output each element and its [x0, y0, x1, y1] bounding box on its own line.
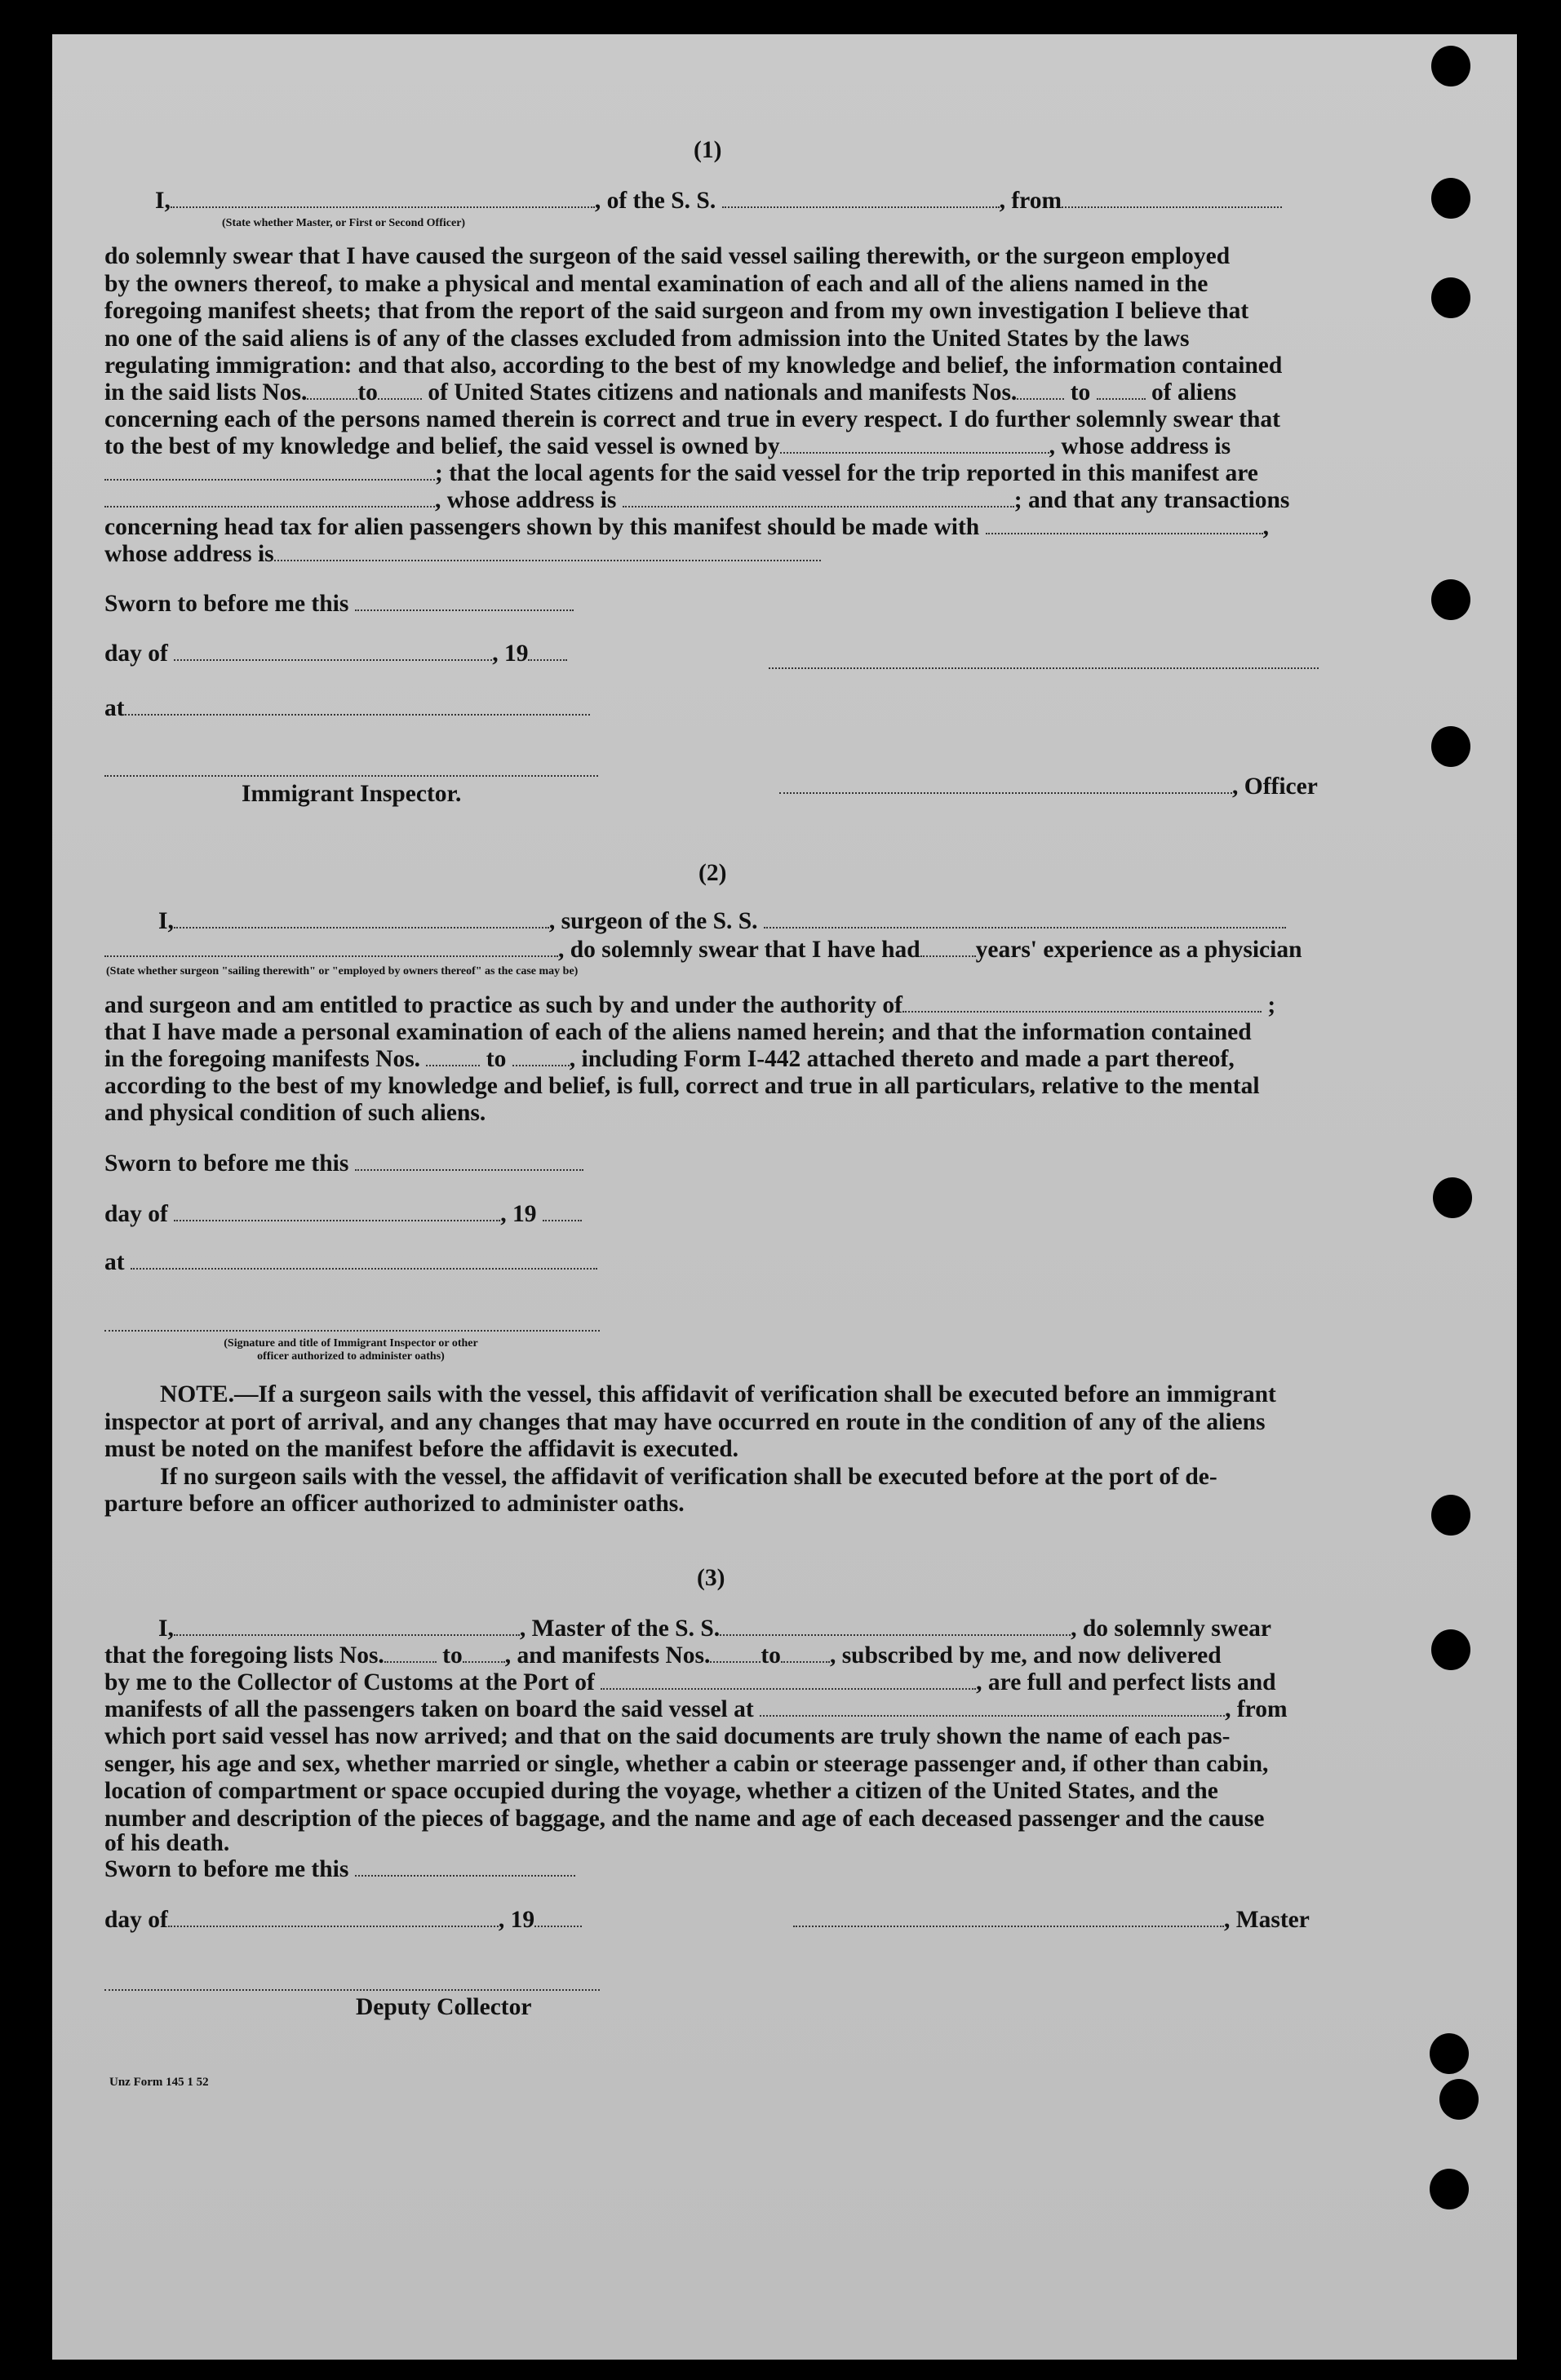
sworn-date-field[interactable]: [355, 592, 574, 611]
s3-manifests-to-field[interactable]: [781, 1643, 830, 1663]
s2-at: [104, 1249, 597, 1276]
s3-sworn: [104, 1856, 575, 1883]
surgeon-name-field[interactable]: [174, 909, 549, 929]
punch-hole: [1431, 178, 1470, 219]
swear-label: , do solemnly swear: [1071, 1615, 1271, 1642]
punch-hole: [1431, 46, 1470, 86]
s3-dayof: [104, 1907, 582, 1934]
s3-deputy-label: Deputy Collector: [356, 1994, 532, 2020]
s1-line-agents: [104, 460, 1319, 487]
master-name-field[interactable]: [171, 188, 595, 208]
s3-text-line: of his death.: [104, 1830, 230, 1856]
s3-text-line: senger, his age and sex, whether married or single, whether a cabin or steerage passenger and, if other than cabin,: [104, 1750, 1269, 1777]
s3-text-line: location of compartment or space occupied during the voyage, whether a citizen of the United States, and the: [104, 1778, 1218, 1804]
s3-text-line: which port said vessel has now arrived; and that on the said documents are truly shown the name of each pas-: [104, 1723, 1231, 1749]
note-line: NOTE.—If a surgeon sails with the vessel, this affidavit of verification shall be executed before an immigrant: [160, 1381, 1276, 1407]
s3-manifests-from-field[interactable]: [710, 1643, 761, 1663]
authority-label: and surgeon and am entitled to practice as such by and under the authority of: [104, 992, 902, 1018]
punch-hole: [1431, 277, 1470, 318]
s2-vessel-field[interactable]: [764, 909, 1286, 929]
year-field[interactable]: [528, 641, 567, 661]
s2-line-manifests: [104, 1046, 1319, 1073]
physician-label: years' experience as a physician: [975, 937, 1302, 963]
s3-line-2: [104, 1642, 1319, 1669]
s1-inspector-signature-line[interactable]: [104, 775, 598, 777]
s2-line-7: and physical condition of such aliens.: [104, 1100, 486, 1126]
from-port-field[interactable]: [1062, 188, 1282, 208]
s1-text-line: foregoing manifest sheets; that from the report of the said surgeon and from my own investigation I believe that: [104, 298, 1249, 324]
from-label: , from: [1225, 1696, 1288, 1722]
s1-ofss-label: , of the S. S.: [594, 188, 716, 214]
s2-manifests-from-field[interactable]: [426, 1047, 480, 1066]
agent-address-field[interactable]: [623, 488, 1014, 507]
s3-text-line: number and description of the pieces of baggage, and the name and age of each deceased passenger and the cause: [104, 1805, 1265, 1832]
port-label: by me to the Collector of Customs at the Port of: [104, 1669, 595, 1695]
embarkation-port-field[interactable]: [760, 1697, 1225, 1717]
whose-address-label: whose address is: [104, 541, 274, 567]
section-3-number: (3): [697, 1565, 725, 1591]
transactions-label: ; and that any transactions: [1013, 487, 1290, 513]
to-label: to: [1070, 379, 1091, 406]
s3-line-4: [104, 1696, 1319, 1723]
note-line: must be noted on the manifest before the affidavit is executed.: [104, 1436, 739, 1462]
years-field[interactable]: [920, 937, 976, 957]
experience-label: , do solemnly swear that I have had: [558, 937, 920, 963]
s1-line-lists: [104, 379, 1319, 406]
master-signature-field[interactable]: [793, 1908, 1224, 1927]
s1-paragraph: [104, 243, 1319, 380]
agents-field[interactable]: [104, 488, 435, 507]
master-label: , Master of the S. S.: [519, 1615, 721, 1642]
s3-deputy-signature-line[interactable]: [104, 1989, 600, 1991]
s1-line-headtax: [104, 514, 1319, 541]
s2-at-place-field[interactable]: [131, 1250, 597, 1270]
s1-inspector-label: Immigrant Inspector.: [242, 781, 462, 807]
manifests-label: of United States citizens and nationals and manifests Nos.: [428, 379, 1018, 406]
s1-i-label: I,: [155, 188, 171, 214]
owner-address-field[interactable]: [104, 461, 435, 481]
s2-line-1: [158, 908, 1319, 935]
manifests-label: in the foregoing manifests Nos.: [104, 1046, 421, 1072]
lists-label: that the foregoing lists Nos.: [104, 1642, 384, 1669]
to-label: to: [357, 379, 378, 406]
s1-line-agent-address: [104, 487, 1319, 514]
s3-line-1: [158, 1615, 1319, 1642]
headtax-label: concerning head tax for alien passengers shown by this manifest should be made with: [104, 514, 980, 540]
year-prefix: , 19: [500, 1201, 537, 1227]
comma: ,: [1262, 514, 1269, 540]
vessel-name-field[interactable]: [722, 188, 1000, 208]
lists-from-field[interactable]: [307, 380, 357, 400]
address-label: , whose address is: [1049, 433, 1231, 459]
s3-master: [793, 1907, 1310, 1934]
address-label: , whose address is: [435, 487, 617, 513]
s1-line-whose: [104, 541, 821, 568]
s3-i-label: I,: [158, 1615, 174, 1642]
year-prefix: , 19: [492, 640, 529, 667]
dayof-label: day of: [104, 640, 168, 667]
s2-note-paragraph: [104, 1381, 1319, 1518]
s2-dayof: [104, 1201, 582, 1228]
owner-field[interactable]: [780, 434, 1049, 454]
manifests-to-field[interactable]: [1097, 380, 1146, 400]
s1-text-line: do solemnly swear that I have caused the surgeon of the said vessel sailing therewith, or the surgeon employed: [104, 243, 1231, 269]
s1-line-1: [155, 188, 1319, 215]
note-line: inspector at port of arrival, and any changes that may have occurred en route in the condition of any of the aliens: [104, 1408, 1266, 1435]
punch-hole: [1431, 726, 1470, 767]
s3-master-name-field[interactable]: [174, 1616, 520, 1636]
s1-text-line: regulating immigration: and that also, according to the best of my knowledge and belief, the information contained: [104, 352, 1283, 379]
note-line: parture before an officer authorized to administer oaths.: [104, 1491, 685, 1517]
punch-hole: [1439, 2079, 1479, 2120]
s2-sworn-date-field[interactable]: [355, 1151, 583, 1171]
punch-hole: [1430, 2033, 1469, 2074]
semicolon: ;: [1267, 992, 1276, 1018]
punch-hole: [1431, 1495, 1470, 1536]
month-field[interactable]: [174, 641, 492, 661]
s1-from-label: , from: [999, 188, 1062, 214]
s2-line-2: [104, 937, 1319, 964]
to-label: to: [442, 1642, 463, 1669]
s1-line-owner: [104, 433, 1319, 460]
s1-officer: [779, 773, 1318, 800]
delivered-label: , subscribed by me, and now delivered: [829, 1642, 1222, 1669]
aliens-label: of aliens: [1151, 379, 1237, 406]
s2-manifests-to-field[interactable]: [512, 1047, 570, 1066]
punch-hole: [1431, 579, 1470, 620]
s2-line-authority: [104, 992, 1319, 1019]
s2-sworn: [104, 1150, 583, 1177]
s3-lists-to-field[interactable]: [463, 1643, 505, 1663]
s3-year-field[interactable]: [534, 1908, 582, 1927]
headtax-party-field[interactable]: [986, 515, 1263, 534]
at-label: at: [104, 695, 125, 721]
form-label: , including Form I-442 attached thereto and made a part thereof,: [569, 1046, 1235, 1072]
s1-line-7: concerning each of the persons named therein is correct and true in every respect. I do further solemnly swear that: [104, 406, 1280, 432]
s3-paragraph: [104, 1723, 1319, 1854]
s1-at: [104, 695, 590, 722]
perfect-lists-label: , are full and perfect lists and: [976, 1669, 1276, 1695]
punch-hole: [1433, 1177, 1472, 1218]
s3-vessel-field[interactable]: [720, 1616, 1071, 1636]
dayof-label: day of: [104, 1907, 168, 1933]
owner-label: to the best of my knowledge and belief, the said vessel is owned by: [104, 433, 780, 459]
manifests-label: , and manifests Nos.: [504, 1642, 711, 1669]
s1-text-line: by the owners thereof, to make a physical and mental examination of each and all of the aliens named in the: [104, 270, 1208, 297]
form-number: Unz Form 145 1 52: [109, 2076, 209, 2089]
punch-hole: [1430, 2169, 1469, 2209]
s2-i-label: I,: [158, 908, 174, 934]
master-signature-label: , Master: [1224, 1907, 1310, 1933]
lists-to-field[interactable]: [378, 380, 422, 400]
sworn-label: Sworn to before me this: [104, 1856, 349, 1882]
s2-line-4: that I have made a personal examination of each of the aliens named herein; and that the information contained: [104, 1019, 1252, 1045]
lists-label: in the said lists Nos.: [104, 379, 308, 406]
agents-label: ; that the local agents for the said vessel for the trip reported in this manifest are: [435, 460, 1258, 486]
s3-line-3: [104, 1669, 1319, 1696]
s2-line-6: according to the best of my knowledge and belief, is full, correct and true in all particulars, relative to the mental: [104, 1073, 1260, 1099]
s3-lists-from-field[interactable]: [384, 1643, 437, 1663]
s1-rank-note: (State whether Master, or First or Second Officer): [222, 217, 466, 229]
to-label: to: [486, 1046, 507, 1072]
s1-officer-signature-line-top[interactable]: [769, 667, 1319, 669]
s3-month-field[interactable]: [168, 1908, 499, 1927]
year-prefix: , 19: [498, 1907, 535, 1933]
to-label: to: [761, 1642, 781, 1669]
sworn-label: Sworn to before me this: [104, 1150, 349, 1177]
note-line: If no surgeon sails with the vessel, the affidavit of verification shall be executed before at the port of de-: [160, 1463, 1217, 1490]
officer-signature-field[interactable]: [779, 774, 1232, 794]
s1-text-line: no one of the said aliens is of any of the classes excluded from admission into the United States by the laws: [104, 325, 1190, 352]
s2-month-field[interactable]: [174, 1202, 500, 1221]
signature-caption-line: (Signature and title of Immigrant Inspector or other: [224, 1337, 478, 1350]
surgeon-status-field[interactable]: [104, 937, 558, 957]
at-place-field[interactable]: [125, 696, 590, 716]
manifests-from-field[interactable]: [1017, 380, 1064, 400]
collector-port-field[interactable]: [601, 1670, 976, 1690]
signature-caption-line: officer authorized to administer oaths): [257, 1350, 445, 1363]
s3-sworn-date-field[interactable]: [355, 1857, 575, 1877]
s1-sworn: [104, 591, 574, 618]
s1-dayof: [104, 640, 567, 667]
punch-hole: [1431, 1629, 1470, 1670]
at-label: at: [104, 1249, 125, 1275]
section-1-number: (1): [694, 137, 722, 163]
surgeon-label: , surgeon of the S. S.: [548, 908, 758, 934]
headtax-address-field[interactable]: [274, 542, 821, 561]
s2-status-note: (State whether surgeon "sailing therewith" or "employed by owners thereof" as the case may be): [106, 965, 579, 977]
s2-signature-caption: [155, 1337, 547, 1363]
dayof-label: day of: [104, 1201, 168, 1227]
s2-year-field[interactable]: [543, 1202, 582, 1221]
sworn-label: Sworn to before me this: [104, 591, 349, 617]
section-2-number: (2): [698, 860, 727, 886]
officer-label: , Officer: [1232, 773, 1318, 800]
onboard-label: manifests of all the passengers taken on board the said vessel at: [104, 1696, 754, 1722]
s2-signature-line[interactable]: [104, 1330, 600, 1332]
authority-field[interactable]: [902, 993, 1262, 1013]
